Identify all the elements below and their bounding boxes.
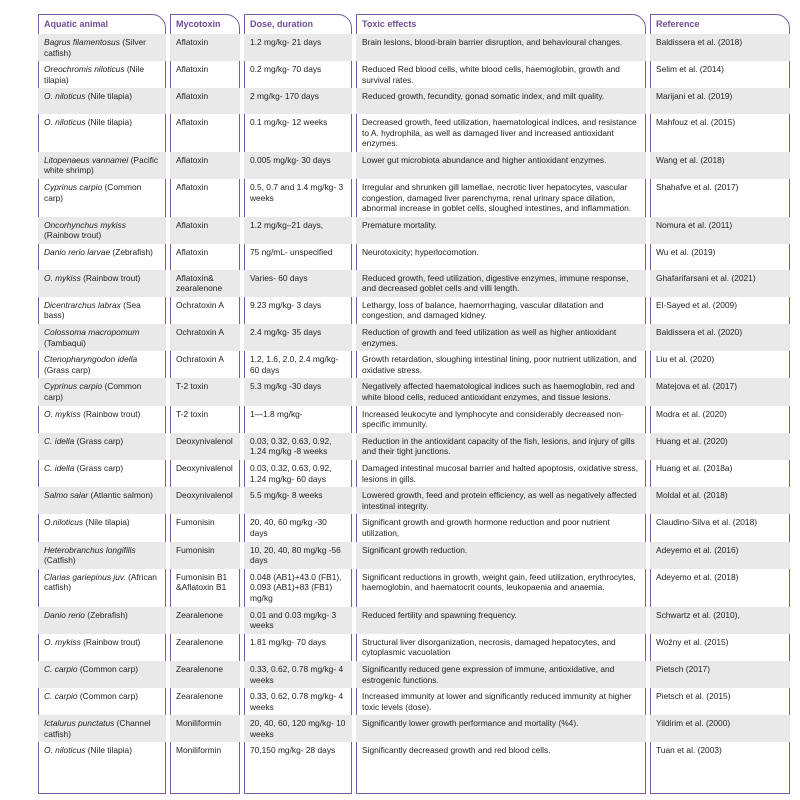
cell-dose: 5.3 mg/kg -30 days [244, 378, 352, 405]
species-name: C. carpio [44, 691, 78, 702]
cell-effects: Reduced growth, feed utilization, digestive enzymes, immune response, and decreased goblet cells and villi length. [356, 270, 646, 297]
species-name: C. carpio [44, 663, 78, 674]
cell-mycotoxin: Zearalenone [176, 636, 224, 647]
species-name: Heterobranchus longifilis [44, 544, 136, 555]
cell-mycotoxin: Aflatoxin [176, 247, 209, 257]
table-row [38, 688, 790, 715]
cell-dose: 0.33, 0.62, 0.78 mg/kg- 4 weeks [250, 691, 344, 712]
cell-reference: Schwartz et al. (2010), [650, 607, 790, 634]
cell-reference: Adeyemo et al. (2018) [656, 571, 739, 582]
cell-animal [38, 715, 166, 742]
cell-reference: Adeyemo et al. (2016) [650, 542, 790, 569]
cell-animal [38, 217, 166, 244]
cell-reference: Shahafve et al. (2017) [656, 182, 739, 193]
cell-reference: Baldissera et al. (2018) [650, 34, 790, 61]
cell-dose: 0.1 mg/kg- 12 weeks [250, 117, 328, 128]
cell-reference: Mahfouz et al. (2015) [656, 117, 736, 128]
cell-mycotoxin: Deoxynivalenol [170, 433, 240, 460]
cell-effects: Brain lesions, blood-brain barrier disruption, and behavioural changes. [356, 34, 646, 61]
cell-animal [38, 351, 166, 378]
cell-mycotoxin: Aflatoxin [170, 152, 240, 179]
cell-dose: 1.81 mg/kg- 70 days [250, 636, 326, 647]
common-name: (Grass carp) [74, 435, 124, 446]
common-name: (Zebrafish) [110, 247, 153, 257]
common-name: (Channel catfish) [44, 718, 151, 739]
species-name: Cyprinus carpio [44, 381, 103, 392]
cell-effects: Significant growth reduction. [356, 542, 646, 569]
cell-mycotoxin: Fumonisin B1 &Aflatoxin B1 [176, 571, 228, 593]
cell-animal [38, 114, 166, 152]
table-row [38, 244, 790, 270]
species-name: Ictalurus punctatus [44, 718, 115, 729]
cell-animal [38, 179, 166, 217]
cell-effects: Significantly reduced gene expression of immune, antioxidative, and estrogenic functions. [356, 661, 646, 688]
species-name: O. mykiss [44, 408, 81, 419]
species-name: Danio rerio [44, 609, 85, 620]
cell-effects: Reduced growth, fecundity, gonad somatic index, and milt quality. [356, 88, 646, 114]
cell-mycotoxin: Deoxynivalenol [170, 487, 240, 514]
cell-dose: 0.01 and 0.03 mg/kg- 3 weeks [244, 607, 352, 634]
common-name: (Tambaqui) [44, 337, 86, 348]
cell-mycotoxin: Aflatoxin& zearalenone [170, 270, 240, 297]
cell-animal [38, 661, 166, 688]
cell-mycotoxin: Aflatoxin [176, 182, 209, 193]
cell-dose: 10, 20, 40, 80 mg/kg -56 days [244, 542, 352, 569]
cell-reference: Baldissera et al. (2020) [650, 324, 790, 351]
cell-dose: 9.23 mg/kg- 3 days [250, 299, 322, 310]
cell-effects: Premature mortality. [356, 217, 646, 244]
cell-reference: Matejova et al. (2017) [650, 378, 790, 405]
table-row [38, 351, 790, 378]
table-row [38, 297, 790, 324]
common-name: (Sea bass) [44, 299, 141, 321]
cell-animal [38, 460, 166, 487]
cell-effects: Lethargy, loss of balance, haemorrhaging, vascular dilatation and congestion, and damaged kidney. [362, 299, 604, 321]
cell-mycotoxin: Deoxynivalenol [176, 463, 233, 473]
cell-effects: Growth retardation, sloughing intestinal lining, poor nutrient utilization, and oxidative stress. [362, 354, 637, 375]
cell-animal [38, 244, 166, 270]
cell-dose: 1.2, 1.6, 2.0, 2.4 mg/kg- 60 days [250, 354, 339, 375]
common-name: (Nile tilapia) [85, 745, 132, 756]
cell-reference: Marijani et al. (2019) [650, 88, 790, 114]
cell-reference: Selim et al. (2014) [656, 64, 724, 75]
cell-dose: 1.2 mg/kg–21 days, [244, 217, 352, 244]
common-name: (Grass carp) [74, 463, 124, 473]
species-name: C. idella [44, 435, 75, 446]
cell-effects: Reduced Red blood cells, white blood cells, haemoglobin, growth and survival rates. [362, 64, 620, 85]
table-row [38, 217, 790, 244]
cell-dose: 0.03, 0.32, 0.63, 0.92, 1.24 mg/kg- 60 days [250, 463, 332, 484]
cell-effects: Structural liver disorganization, necrosis, damaged hepatocytes, and cytoplasmic vacuolation [362, 636, 616, 658]
species-name: O. niloticus [44, 745, 86, 756]
cell-animal [38, 34, 166, 61]
cell-mycotoxin: Aflatoxin [176, 117, 209, 128]
table-row [38, 514, 790, 541]
table-row [38, 152, 790, 179]
cell-reference: Liu et al. (2020) [656, 354, 715, 365]
common-name: (Nile tilapia) [83, 517, 130, 528]
species-name: C. idella [44, 463, 75, 473]
cell-reference: Claudino-Silva et al. (2018) [656, 517, 758, 528]
common-name: (Common carp) [77, 663, 139, 674]
cell-effects: Reduced fertility and spawning frequency. [356, 607, 646, 634]
table-row [38, 114, 790, 152]
table-row [38, 270, 790, 297]
cell-animal [38, 433, 166, 460]
cell-effects: Increased leukocyte and lymphocyte and considerably decreased non-specific immunity. [362, 408, 624, 430]
cell-reference: Tuan et al. (2003) [656, 745, 722, 756]
cell-reference: El-Sayed et al. (2009) [656, 299, 738, 310]
cell-effects: Reduction in the antioxidant capacity of the fish, lesions, and injury of gills and their tight junctions. [356, 433, 646, 460]
cell-animal [38, 406, 166, 433]
common-name: (Nile tilapia) [44, 64, 145, 85]
common-name: (Nile tilapia) [85, 91, 132, 102]
cell-effects: Significant reductions in growth, weight gain, feed utilization, erythrocytes, haemoglobin, and haematocrit counts, leukopaenia and anaemia. [362, 571, 636, 593]
cell-mycotoxin: Zearalenone [170, 661, 240, 688]
cell-effects: Reduction of growth and feed utilization as well as higher antioxidant enzymes. [356, 324, 646, 351]
cell-dose: 5.5 mg/kg- 8 weeks [244, 487, 352, 514]
common-name: (Rainbow trout) [44, 230, 102, 241]
table-row [38, 460, 790, 487]
cell-effects: Damaged intestinal mucosal barrier and halted apoptosis, oxidative stress, lesions in gills. [362, 463, 639, 484]
cell-animal [38, 487, 166, 514]
common-name: (Nile tilapia) [85, 117, 132, 128]
species-name: O.niloticus [44, 517, 84, 528]
cell-animal [38, 514, 166, 541]
cell-dose: 1.2 mg/kg- 21 days [244, 34, 352, 61]
table-row [38, 179, 790, 217]
species-name: Dicentrarchus labrax [44, 299, 121, 310]
cell-mycotoxin: Ochratoxin A [170, 324, 240, 351]
cell-animal [38, 634, 166, 661]
common-name: (Silver catfish) [44, 37, 146, 58]
cell-reference: Wang et al. (2018) [650, 152, 790, 179]
header-animal: Aquatic animal [44, 18, 109, 29]
common-name: (Zebrafish) [84, 609, 128, 620]
common-name: (Common carp) [44, 381, 142, 403]
table-row [38, 34, 790, 61]
table-row [38, 487, 790, 514]
cell-reference: Huang et al. (2020) [650, 433, 790, 460]
header-mycotoxin: Mycotoxin [176, 18, 221, 29]
table-row [38, 634, 790, 661]
cell-dose: 0.005 mg/kg- 30 days [244, 152, 352, 179]
cell-mycotoxin: Aflatoxin [170, 34, 240, 61]
cell-animal [38, 607, 166, 634]
common-name: (Rainbow trout) [80, 272, 141, 283]
table-row [38, 324, 790, 351]
species-name: Salmo salar [44, 490, 89, 501]
species-name: Oreochromis niloticus [44, 64, 125, 75]
cell-animal [38, 61, 166, 88]
cell-animal [38, 378, 166, 405]
cell-animal [38, 742, 166, 768]
species-name: O. mykiss [44, 636, 81, 647]
cell-reference: Modra et al. (2020) [656, 408, 727, 419]
table-row [38, 661, 790, 688]
cell-reference: Yildirim et al. (2000) [650, 715, 790, 742]
species-name: Cyprinus carpio [44, 182, 103, 193]
cell-reference: Huang et al. (2018a) [656, 463, 733, 473]
header-effects: Toxic effects [362, 18, 417, 29]
cell-mycotoxin: Zearalenone [170, 607, 240, 634]
table-row [38, 569, 790, 607]
cell-effects: Negatively affected haematological indices such as haemoglobin, red and white blood cells, reduced antioxidant enzymes, and tissue lesions. [356, 378, 646, 405]
table-row [38, 61, 790, 88]
cell-animal [38, 569, 166, 607]
header-reference: Reference [656, 18, 700, 29]
species-name: O. niloticus [44, 117, 86, 128]
cell-animal [38, 88, 166, 114]
species-name: Oncorhynchus mykiss [44, 219, 126, 230]
cell-effects: Significantly lower growth performance and mortality (%4). [356, 715, 646, 742]
cell-dose: 0.5, 0.7 and 1.4 mg/kg- 3 weeks [250, 182, 344, 203]
cell-mycotoxin: Aflatoxin [170, 217, 240, 244]
table-row [38, 742, 790, 768]
species-name: O. niloticus [44, 91, 86, 102]
cell-dose: 75 ng/mL- unspecified [250, 247, 333, 257]
common-name: (Atlantic salmon) [88, 490, 153, 501]
common-name: (Catfish) [44, 555, 76, 566]
common-name: (Common carp) [44, 182, 142, 203]
cell-dose: 20, 40, 60, 120 mg/kg- 10 weeks [244, 715, 352, 742]
table-row [38, 433, 790, 460]
header-dose: Dose, duration [250, 18, 314, 29]
cell-animal [38, 324, 166, 351]
cell-reference: Pietsch (2017) [650, 661, 790, 688]
common-name: (African catfish) [44, 571, 157, 593]
species-name: Colossoma macropomum [44, 327, 140, 338]
species-name: Clarias gariepinus juv. [44, 571, 126, 582]
common-name: (Common carp) [77, 691, 139, 702]
cell-reference: Pietsch et al. (2015) [656, 691, 731, 702]
cell-dose: 2.4 mg/kg- 35 days [244, 324, 352, 351]
cell-effects: Decreased growth, feed utilization, haematological indices, and resistance to A. hydrophila, as well as damaged liver and increased antioxidant enzymes. [362, 117, 637, 149]
header-row [38, 14, 790, 34]
cell-animal [38, 688, 166, 715]
cell-dose: 20, 40, 60 mg/kg -30 days [250, 517, 327, 538]
cell-dose: Varies- 60 days [244, 270, 352, 297]
cell-effects: Lowered growth, feed and protein efficiency, as well as negatively affected intestinal integrity. [356, 487, 646, 514]
cell-effects: Lower gut microbiota abundance and higher antioxidant enzymes. [356, 152, 646, 179]
cell-dose: 0.2 mg/kg- 70 days [250, 64, 322, 75]
cell-animal [38, 152, 166, 179]
cell-mycotoxin: Fumonisin [170, 542, 240, 569]
cell-dose: 70,150 mg/kg- 28 days [250, 745, 336, 756]
species-name: O. mykiss [44, 272, 81, 283]
cell-reference: Moldal et al. (2018) [650, 487, 790, 514]
cell-mycotoxin: Fumonisin [176, 517, 215, 528]
cell-effects: Neurotoxicity; hyperlocomotion. [362, 247, 479, 257]
cell-effects: Significantly decreased growth and red blood cells. [362, 745, 551, 756]
cell-dose: 0.048 (AB1)+43.0 (FB1), 0.093 (AB1)+83 (FB1) mg/kg [250, 571, 342, 603]
cell-animal [38, 270, 166, 297]
cell-mycotoxin: Ochratoxin A [176, 354, 224, 365]
cell-mycotoxin: Moniliformin [170, 715, 240, 742]
common-name: (Pacific white shrimp) [44, 154, 159, 176]
cell-mycotoxin: Aflatoxin [176, 64, 209, 75]
cell-dose: 0.33, 0.62, 0.78 mg/kg- 4 weeks [244, 661, 352, 688]
species-name: Danio rerio larvae [44, 247, 111, 257]
cell-reference: Ghafarifarsani et al. (2021) [650, 270, 790, 297]
cell-mycotoxin: Aflatoxin [170, 88, 240, 114]
table-row [38, 406, 790, 433]
cell-mycotoxin: Zearalenone [176, 691, 224, 702]
cell-effects: Increased immunity at lower and significantly reduced immunity at higher toxic levels (dose). [362, 691, 632, 712]
common-name: (Rainbow trout) [80, 408, 141, 419]
cell-mycotoxin: Moniliformin [176, 745, 222, 756]
common-name: (Rainbow trout) [80, 636, 141, 647]
table-row [38, 607, 790, 634]
cell-animal [38, 542, 166, 569]
species-name: Bagrus filamentosus [44, 37, 120, 47]
cell-effects: Irregular and shrunken gill lamellae, necrotic liver hepatocytes, vascular congestion, damaged liver parenchyma, renal urinary space dilation, abnormal increase in goblet cells, sloughed intestines, and inflammation. [362, 182, 632, 214]
table-row [38, 88, 790, 114]
cell-reference: Nomura et al. (2011) [650, 217, 790, 244]
cell-mycotoxin: T-2 toxin [170, 378, 240, 405]
cell-animal [38, 297, 166, 324]
mycotoxin-table [38, 14, 790, 768]
cell-mycotoxin: T-2 toxin [176, 408, 209, 419]
cell-reference: Woźny et al. (2015) [656, 636, 729, 647]
species-name: Litopenaeus vannamei [44, 154, 129, 165]
species-name: Ctenopharyngodon idella [44, 354, 138, 365]
cell-mycotoxin: Ochratoxin A [176, 299, 224, 310]
table-row [38, 542, 790, 569]
cell-effects: Significant growth and growth hormone reduction and poor nutrient utilization, [362, 517, 610, 538]
common-name: (Grass carp) [44, 364, 91, 375]
cell-dose: 1—1.8 mg/kg- [250, 408, 303, 419]
cell-dose: 0.03, 0.32, 0.63, 0.92, 1.24 mg/kg -8 weeks [244, 433, 352, 460]
cell-dose: 2 mg/kg- 170 days [244, 88, 352, 114]
table-row [38, 715, 790, 742]
cell-reference: Wu et al. (2019) [656, 247, 716, 257]
table-row [38, 378, 790, 405]
